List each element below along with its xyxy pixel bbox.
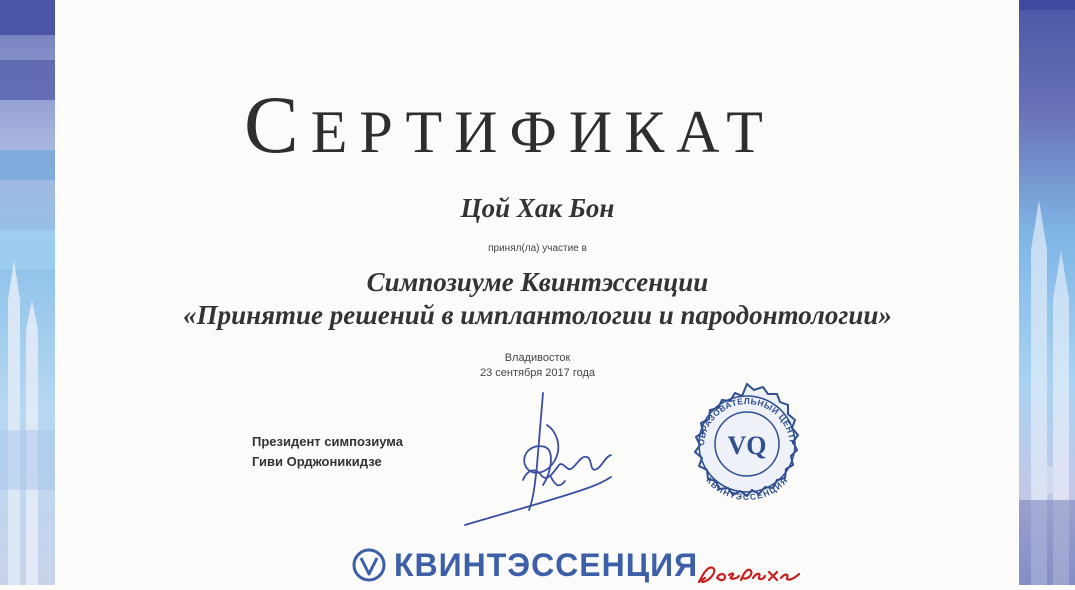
president-name: Гиви Орджоникидзе [252,454,382,469]
seal-monogram: VQ [727,431,767,460]
president-block [252,432,403,472]
president-signature [455,385,630,540]
quintessence-emblem-icon [352,548,386,582]
quintessence-logo [352,545,698,585]
event-name-line-2: «Принятие решений в имплантологии и пародонтологии» [183,300,892,330]
event-name-line-1: Симпозиуме Квинтэссенции [366,267,709,297]
participation-text: принял(ла) участие в [488,243,587,254]
event-date: 23 сентября 2017 года [480,367,595,379]
certificate-title [0,78,1019,172]
recipient-name: Цой Хак Бон [460,193,615,223]
president-role: Президент симпозиума [252,434,403,449]
brand-name: КВИНТЭССЕНЦИЯ [394,546,699,583]
education-center-seal [682,382,812,517]
title-first-letter: С [244,79,311,170]
seal-text-top: ОБРАЗОВАТЕЛЬНЫЙ ЦЕНТР [695,396,799,447]
seal-text-bottom: КВИНТЭССЕНЦИЯ [704,475,790,503]
title-rest: ЕРТИФИКАТ [310,99,775,165]
partner-logo [695,562,805,590]
event-city: Владивосток [504,352,571,364]
